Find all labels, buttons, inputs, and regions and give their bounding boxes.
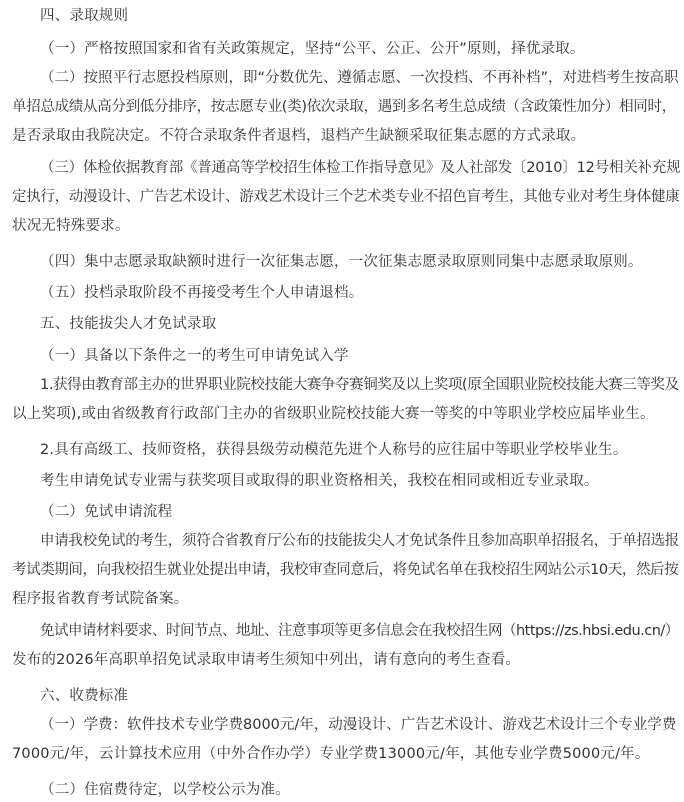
paragraph: 2.具有高级工、技师资格，获得县级劳动模范先进个人称号的应往届中等职业学校毕业生。 xyxy=(40,442,628,458)
paragraph-line: 申请我校免试的考生，须符合省教育厅公布的技能拔尖人才免试条件且参加高职单招报名，于单招选报 xyxy=(40,533,679,549)
section-heading: 四、录取规则 xyxy=(40,8,129,24)
paragraph: （五）投档录取阶段不再接受考生个人申请退档。 xyxy=(40,285,364,301)
paragraph-line: 是否录取由我院决定。不符合录取条件者退档，退档产生缺额采取征集志愿的方式录取。 xyxy=(12,128,586,144)
paragraph-line: 7000元/年，云计算技术应用（中外合作办学）专业学费13000元/年，其他专业学费5000元/年。 xyxy=(12,746,650,762)
section-heading: 五、技能拔尖人才免试录取 xyxy=(40,316,217,332)
paragraph-line: 定执行，动漫设计、广告艺术设计、游戏艺术设计三个艺术类专业不招色盲考生，其他专业对考生身体健康 xyxy=(12,189,680,205)
paragraph-line: 程序报省教育考试院备案。 xyxy=(12,591,189,607)
paragraph-line: 以上奖项),或由省级教育行政部门主办的省级职业院校技能大赛一等奖的中等职业学校应届毕业生。 xyxy=(12,406,655,422)
subheading: （二）免试申请流程 xyxy=(40,504,173,520)
paragraph: （一）严格按照国家和省有关政策规定，坚持“公平、公正、公开”原则，择优录取。 xyxy=(40,41,585,57)
paragraph-line: 考试类期间，向我校招生就业处提出申请，我校审查同意后，将免试名单在我校招生网站公示10天，然后按 xyxy=(12,562,679,578)
paragraph-line: 免试申请材料要求、时间节点、地址、注意事项等更多信息会在我校招生网（https://zs.hbsi.edu.cn/） xyxy=(40,623,679,639)
paragraph: （二）住宿费待定，以学校公示为准。 xyxy=(40,782,290,798)
paragraph-line: 1.获得由教育部主办的世界职业院校技能大赛争夺赛铜奖及以上奖项(原全国职业院校技能大赛三等奖及 xyxy=(40,377,679,393)
paragraph-line: （三）体检依据教育部《普通高等学校招生体检工作指导意见》及人社部发〔2010〕12号相关补充规 xyxy=(40,160,681,176)
section-heading: 六、收费标准 xyxy=(40,688,129,704)
paragraph-line: 单招总成绩从高分到低分排序，按志愿专业(类)依次录取，遇到多名考生总成绩（含政策性加分）相同时， xyxy=(12,99,676,115)
paragraph: （四）集中志愿录取缺额时进行一次征集志愿，一次征集志愿录取原则同集中志愿录取原则。 xyxy=(40,254,643,270)
paragraph-line: （二）按照平行志愿投档原则，即“分数优先、遵循志愿、一次投档、不再补档”，对进档考生按高职 xyxy=(40,70,679,86)
subheading: （一）具备以下条件之一的考生可申请免试入学 xyxy=(40,348,349,364)
paragraph-line: 状况无特殊要求。 xyxy=(12,218,130,234)
paragraph: 考生申请免试专业需与获奖项目或取得的职业资格相关，我校在相同或相近专业录取。 xyxy=(40,473,599,489)
paragraph-line: （一）学费：软件技术专业学费8000元/年，动漫设计、广告艺术设计、游戏艺术设计三个专业学费 xyxy=(40,717,677,733)
paragraph-line: 发布的2026年高职单招免试录取申请考生须知中列出，请有意向的考生查看。 xyxy=(12,652,521,668)
